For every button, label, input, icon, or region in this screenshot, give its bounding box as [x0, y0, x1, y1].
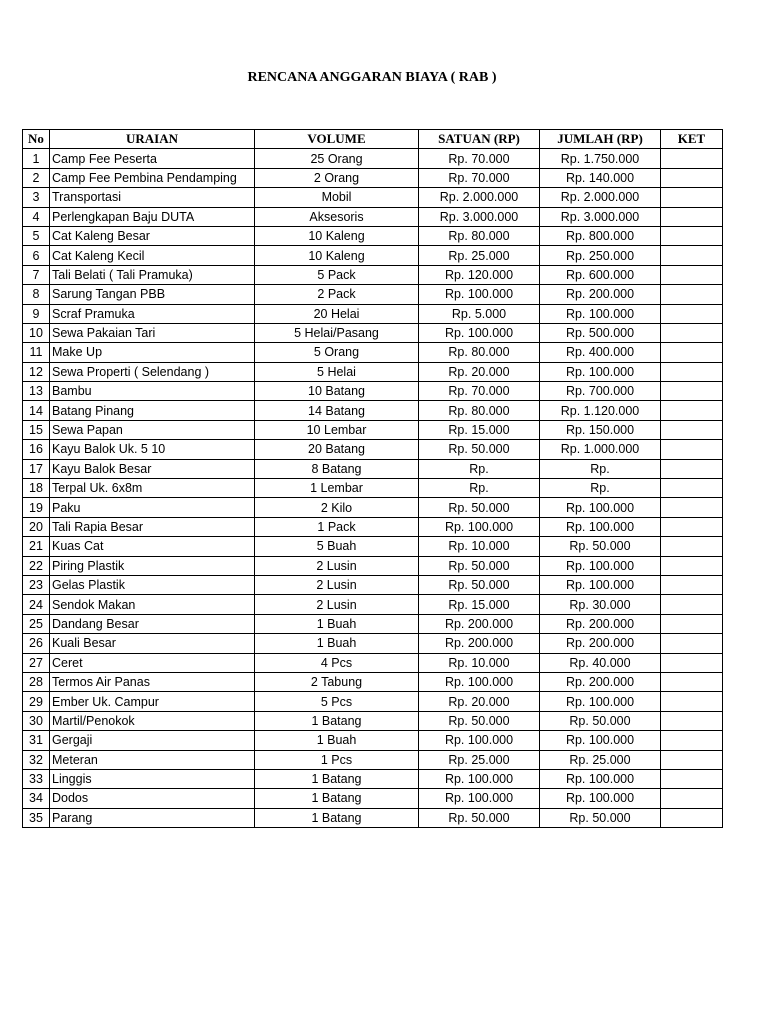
cell-ket	[661, 265, 723, 284]
cell-ket	[661, 479, 723, 498]
cell-uraian: Batang Pinang	[50, 401, 255, 420]
cell-ket	[661, 304, 723, 323]
cell-volume: 1 Buah	[255, 634, 419, 653]
cell-jumlah: Rp. 2.000.000	[540, 188, 661, 207]
cell-satuan: Rp. 50.000	[419, 440, 540, 459]
cell-uraian: Perlengkapan Baju DUTA	[50, 207, 255, 226]
cell-no: 35	[23, 808, 50, 827]
table-row	[23, 323, 723, 342]
cell-volume: 2 Orang	[255, 168, 419, 187]
cell-no: 28	[23, 672, 50, 691]
cell-volume: 1 Batang	[255, 789, 419, 808]
cell-ket	[661, 498, 723, 517]
cell-satuan: Rp. 80.000	[419, 226, 540, 245]
cell-satuan: Rp. 10.000	[419, 537, 540, 556]
cell-volume: 20 Helai	[255, 304, 419, 323]
cell-volume: 1 Pack	[255, 517, 419, 536]
cell-uraian: Kayu Balok Uk. 5 10	[50, 440, 255, 459]
cell-volume: 14 Batang	[255, 401, 419, 420]
cell-uraian: Piring Plastik	[50, 556, 255, 575]
cell-no: 30	[23, 711, 50, 730]
header-satuan: SATUAN (RP)	[419, 130, 540, 149]
cell-uraian: Camp Fee Peserta	[50, 149, 255, 168]
cell-ket	[661, 614, 723, 633]
cell-no: 1	[23, 149, 50, 168]
cell-jumlah: Rp. 50.000	[540, 537, 661, 556]
cell-uraian: Ember Uk. Campur	[50, 692, 255, 711]
table-row	[23, 556, 723, 575]
cell-uraian: Sendok Makan	[50, 595, 255, 614]
cell-ket	[661, 382, 723, 401]
table-row	[23, 149, 723, 168]
cell-ket	[661, 634, 723, 653]
cell-satuan: Rp. 20.000	[419, 692, 540, 711]
cell-satuan: Rp.	[419, 459, 540, 478]
cell-uraian: Meteran	[50, 750, 255, 769]
header-jumlah: JUMLAH (RP)	[540, 130, 661, 149]
cell-uraian: Make Up	[50, 343, 255, 362]
cell-volume: Mobil	[255, 188, 419, 207]
cell-ket	[661, 556, 723, 575]
cell-satuan: Rp. 2.000.000	[419, 188, 540, 207]
cell-no: 4	[23, 207, 50, 226]
cell-uraian: Tali Rapia Besar	[50, 517, 255, 536]
cell-jumlah: Rp. 200.000	[540, 285, 661, 304]
table-row	[23, 711, 723, 730]
table-row	[23, 285, 723, 304]
cell-no: 26	[23, 634, 50, 653]
cell-jumlah: Rp. 200.000	[540, 614, 661, 633]
cell-volume: 1 Batang	[255, 808, 419, 827]
cell-jumlah: Rp. 100.000	[540, 769, 661, 788]
cell-jumlah: Rp. 100.000	[540, 517, 661, 536]
table-row	[23, 382, 723, 401]
cell-uraian: Tali Belati ( Tali Pramuka)	[50, 265, 255, 284]
table-row	[23, 808, 723, 827]
cell-satuan: Rp. 70.000	[419, 168, 540, 187]
table-row	[23, 595, 723, 614]
cell-ket	[661, 246, 723, 265]
cell-jumlah: Rp. 500.000	[540, 323, 661, 342]
cell-volume: 1 Buah	[255, 731, 419, 750]
cell-no: 19	[23, 498, 50, 517]
table-row	[23, 362, 723, 381]
cell-volume: 2 Kilo	[255, 498, 419, 517]
cell-volume: 5 Orang	[255, 343, 419, 362]
cell-uraian: Kuas Cat	[50, 537, 255, 556]
cell-uraian: Linggis	[50, 769, 255, 788]
cell-no: 24	[23, 595, 50, 614]
cell-volume: 2 Pack	[255, 285, 419, 304]
document-title: RENCANA ANGGARAN BIAYA ( RAB )	[247, 70, 497, 85]
table-body	[23, 149, 723, 828]
cell-uraian: Gergaji	[50, 731, 255, 750]
cell-ket	[661, 323, 723, 342]
cell-ket	[661, 789, 723, 808]
cell-jumlah: Rp. 400.000	[540, 343, 661, 362]
header-no: No	[23, 130, 50, 149]
cell-satuan: Rp. 5.000	[419, 304, 540, 323]
cell-jumlah: Rp. 100.000	[540, 362, 661, 381]
cell-no: 23	[23, 575, 50, 594]
cell-satuan: Rp. 80.000	[419, 343, 540, 362]
cell-volume: 10 Kaleng	[255, 226, 419, 245]
cell-jumlah: Rp. 30.000	[540, 595, 661, 614]
cell-satuan: Rp. 100.000	[419, 731, 540, 750]
cell-satuan: Rp. 50.000	[419, 556, 540, 575]
cell-ket	[661, 440, 723, 459]
cell-jumlah: Rp. 600.000	[540, 265, 661, 284]
cell-volume: Aksesoris	[255, 207, 419, 226]
table-row	[23, 672, 723, 691]
cell-ket	[661, 188, 723, 207]
cell-volume: 1 Pcs	[255, 750, 419, 769]
cell-jumlah: Rp. 1.120.000	[540, 401, 661, 420]
cell-satuan: Rp. 70.000	[419, 149, 540, 168]
cell-uraian: Transportasi	[50, 188, 255, 207]
cell-no: 15	[23, 420, 50, 439]
cell-volume: 1 Batang	[255, 711, 419, 730]
table-row	[23, 226, 723, 245]
cell-uraian: Martil/Penokok	[50, 711, 255, 730]
cell-jumlah: Rp. 140.000	[540, 168, 661, 187]
cell-uraian: Parang	[50, 808, 255, 827]
table-row	[23, 207, 723, 226]
cell-uraian: Cat Kaleng Kecil	[50, 246, 255, 265]
table-row	[23, 731, 723, 750]
cell-jumlah: Rp. 100.000	[540, 304, 661, 323]
cell-no: 22	[23, 556, 50, 575]
cell-jumlah: Rp. 100.000	[540, 731, 661, 750]
cell-volume: 8 Batang	[255, 459, 419, 478]
cell-jumlah: Rp. 700.000	[540, 382, 661, 401]
cell-jumlah: Rp. 25.000	[540, 750, 661, 769]
cell-ket	[661, 537, 723, 556]
cell-satuan: Rp. 70.000	[419, 382, 540, 401]
cell-satuan: Rp. 3.000.000	[419, 207, 540, 226]
cell-no: 16	[23, 440, 50, 459]
cell-volume: 2 Tabung	[255, 672, 419, 691]
cell-jumlah: Rp. 50.000	[540, 711, 661, 730]
cell-volume: 5 Pcs	[255, 692, 419, 711]
cell-jumlah: Rp.	[540, 459, 661, 478]
cell-satuan: Rp.	[419, 479, 540, 498]
cell-ket	[661, 362, 723, 381]
cell-ket	[661, 808, 723, 827]
cell-ket	[661, 168, 723, 187]
cell-satuan: Rp. 100.000	[419, 517, 540, 536]
cell-volume: 5 Helai	[255, 362, 419, 381]
header-volume: VOLUME	[255, 130, 419, 149]
table-row	[23, 498, 723, 517]
cell-ket	[661, 653, 723, 672]
cell-jumlah: Rp. 1.750.000	[540, 149, 661, 168]
cell-jumlah: Rp. 40.000	[540, 653, 661, 672]
cell-jumlah: Rp. 100.000	[540, 575, 661, 594]
cell-jumlah: Rp.	[540, 479, 661, 498]
table-row	[23, 265, 723, 284]
cell-no: 25	[23, 614, 50, 633]
cell-no: 20	[23, 517, 50, 536]
cell-volume: 1 Lembar	[255, 479, 419, 498]
cell-uraian: Ceret	[50, 653, 255, 672]
cell-jumlah: Rp. 800.000	[540, 226, 661, 245]
cell-no: 31	[23, 731, 50, 750]
table-row	[23, 459, 723, 478]
table-row	[23, 634, 723, 653]
cell-volume: 20 Batang	[255, 440, 419, 459]
table-row	[23, 692, 723, 711]
cell-ket	[661, 401, 723, 420]
cell-ket	[661, 343, 723, 362]
cell-no: 27	[23, 653, 50, 672]
cell-jumlah: Rp. 100.000	[540, 692, 661, 711]
cell-uraian: Terpal Uk. 6x8m	[50, 479, 255, 498]
cell-jumlah: Rp. 3.000.000	[540, 207, 661, 226]
cell-satuan: Rp. 80.000	[419, 401, 540, 420]
cell-satuan: Rp. 25.000	[419, 246, 540, 265]
cell-uraian: Termos Air Panas	[50, 672, 255, 691]
cell-satuan: Rp. 20.000	[419, 362, 540, 381]
table-row	[23, 789, 723, 808]
cell-volume: 2 Lusin	[255, 556, 419, 575]
table-row	[23, 537, 723, 556]
cell-no: 32	[23, 750, 50, 769]
cell-ket	[661, 285, 723, 304]
cell-jumlah: Rp. 1.000.000	[540, 440, 661, 459]
cell-no: 13	[23, 382, 50, 401]
header-ket: KET	[661, 130, 723, 149]
table-row	[23, 517, 723, 536]
cell-ket	[661, 731, 723, 750]
cell-jumlah: Rp. 200.000	[540, 634, 661, 653]
table-row	[23, 653, 723, 672]
table-row	[23, 575, 723, 594]
cell-no: 14	[23, 401, 50, 420]
cell-ket	[661, 575, 723, 594]
cell-uraian: Sewa Papan	[50, 420, 255, 439]
cell-no: 11	[23, 343, 50, 362]
cell-uraian: Camp Fee Pembina Pendamping	[50, 168, 255, 187]
cell-volume: 10 Kaleng	[255, 246, 419, 265]
cell-uraian: Dodos	[50, 789, 255, 808]
cell-ket	[661, 672, 723, 691]
cell-jumlah: Rp. 150.000	[540, 420, 661, 439]
cell-ket	[661, 149, 723, 168]
cell-satuan: Rp. 200.000	[419, 634, 540, 653]
table-row	[23, 479, 723, 498]
table-header-row	[23, 130, 723, 149]
cell-jumlah: Rp. 100.000	[540, 556, 661, 575]
table-row	[23, 343, 723, 362]
cell-no: 6	[23, 246, 50, 265]
cell-volume: 4 Pcs	[255, 653, 419, 672]
cell-satuan: Rp. 200.000	[419, 614, 540, 633]
cell-ket	[661, 459, 723, 478]
cell-satuan: Rp. 100.000	[419, 323, 540, 342]
cell-ket	[661, 420, 723, 439]
cell-ket	[661, 226, 723, 245]
cell-no: 34	[23, 789, 50, 808]
cell-satuan: Rp. 50.000	[419, 711, 540, 730]
cell-volume: 5 Pack	[255, 265, 419, 284]
cell-jumlah: Rp. 100.000	[540, 789, 661, 808]
cell-ket	[661, 692, 723, 711]
cell-uraian: Kayu Balok Besar	[50, 459, 255, 478]
cell-satuan: Rp. 25.000	[419, 750, 540, 769]
table-row	[23, 401, 723, 420]
cell-no: 2	[23, 168, 50, 187]
table-row	[23, 304, 723, 323]
table-row	[23, 188, 723, 207]
cell-no: 33	[23, 769, 50, 788]
cell-volume: 10 Lembar	[255, 420, 419, 439]
cell-uraian: Gelas Plastik	[50, 575, 255, 594]
cell-no: 7	[23, 265, 50, 284]
cell-no: 8	[23, 285, 50, 304]
cell-ket	[661, 595, 723, 614]
cell-volume: 25 Orang	[255, 149, 419, 168]
table-row	[23, 168, 723, 187]
cell-no: 3	[23, 188, 50, 207]
cell-jumlah: Rp. 200.000	[540, 672, 661, 691]
cell-uraian: Bambu	[50, 382, 255, 401]
cell-uraian: Sewa Properti ( Selendang )	[50, 362, 255, 381]
table-row	[23, 246, 723, 265]
cell-uraian: Paku	[50, 498, 255, 517]
cell-satuan: Rp. 50.000	[419, 808, 540, 827]
table-row	[23, 750, 723, 769]
cell-no: 29	[23, 692, 50, 711]
cell-uraian: Scraf Pramuka	[50, 304, 255, 323]
cell-no: 5	[23, 226, 50, 245]
cell-volume: 10 Batang	[255, 382, 419, 401]
cell-uraian: Sewa Pakaian Tari	[50, 323, 255, 342]
cell-satuan: Rp. 120.000	[419, 265, 540, 284]
cell-satuan: Rp. 100.000	[419, 789, 540, 808]
cell-volume: 2 Lusin	[255, 575, 419, 594]
cell-jumlah: Rp. 100.000	[540, 498, 661, 517]
cell-ket	[661, 769, 723, 788]
cell-no: 10	[23, 323, 50, 342]
cell-satuan: Rp. 10.000	[419, 653, 540, 672]
cell-no: 21	[23, 537, 50, 556]
cell-ket	[661, 711, 723, 730]
cell-volume: 2 Lusin	[255, 595, 419, 614]
cell-ket	[661, 517, 723, 536]
cell-volume: 1 Buah	[255, 614, 419, 633]
cell-satuan: Rp. 15.000	[419, 420, 540, 439]
cell-satuan: Rp. 50.000	[419, 575, 540, 594]
cell-volume: 5 Buah	[255, 537, 419, 556]
cell-jumlah: Rp. 50.000	[540, 808, 661, 827]
cell-satuan: Rp. 100.000	[419, 285, 540, 304]
cell-volume: 1 Batang	[255, 769, 419, 788]
cell-satuan: Rp. 100.000	[419, 769, 540, 788]
cell-no: 18	[23, 479, 50, 498]
cell-volume: 5 Helai/Pasang	[255, 323, 419, 342]
cell-uraian: Dandang Besar	[50, 614, 255, 633]
cell-satuan: Rp. 15.000	[419, 595, 540, 614]
budget-table	[22, 129, 723, 828]
cell-no: 12	[23, 362, 50, 381]
cell-no: 9	[23, 304, 50, 323]
cell-jumlah: Rp. 250.000	[540, 246, 661, 265]
cell-satuan: Rp. 100.000	[419, 672, 540, 691]
table-row	[23, 614, 723, 633]
table-row	[23, 420, 723, 439]
header-uraian: URAIAN	[50, 130, 255, 149]
cell-satuan: Rp. 50.000	[419, 498, 540, 517]
table-row	[23, 440, 723, 459]
cell-no: 17	[23, 459, 50, 478]
cell-uraian: Kuali Besar	[50, 634, 255, 653]
cell-ket	[661, 207, 723, 226]
cell-uraian: Sarung Tangan PBB	[50, 285, 255, 304]
cell-ket	[661, 750, 723, 769]
cell-uraian: Cat Kaleng Besar	[50, 226, 255, 245]
table-row	[23, 769, 723, 788]
